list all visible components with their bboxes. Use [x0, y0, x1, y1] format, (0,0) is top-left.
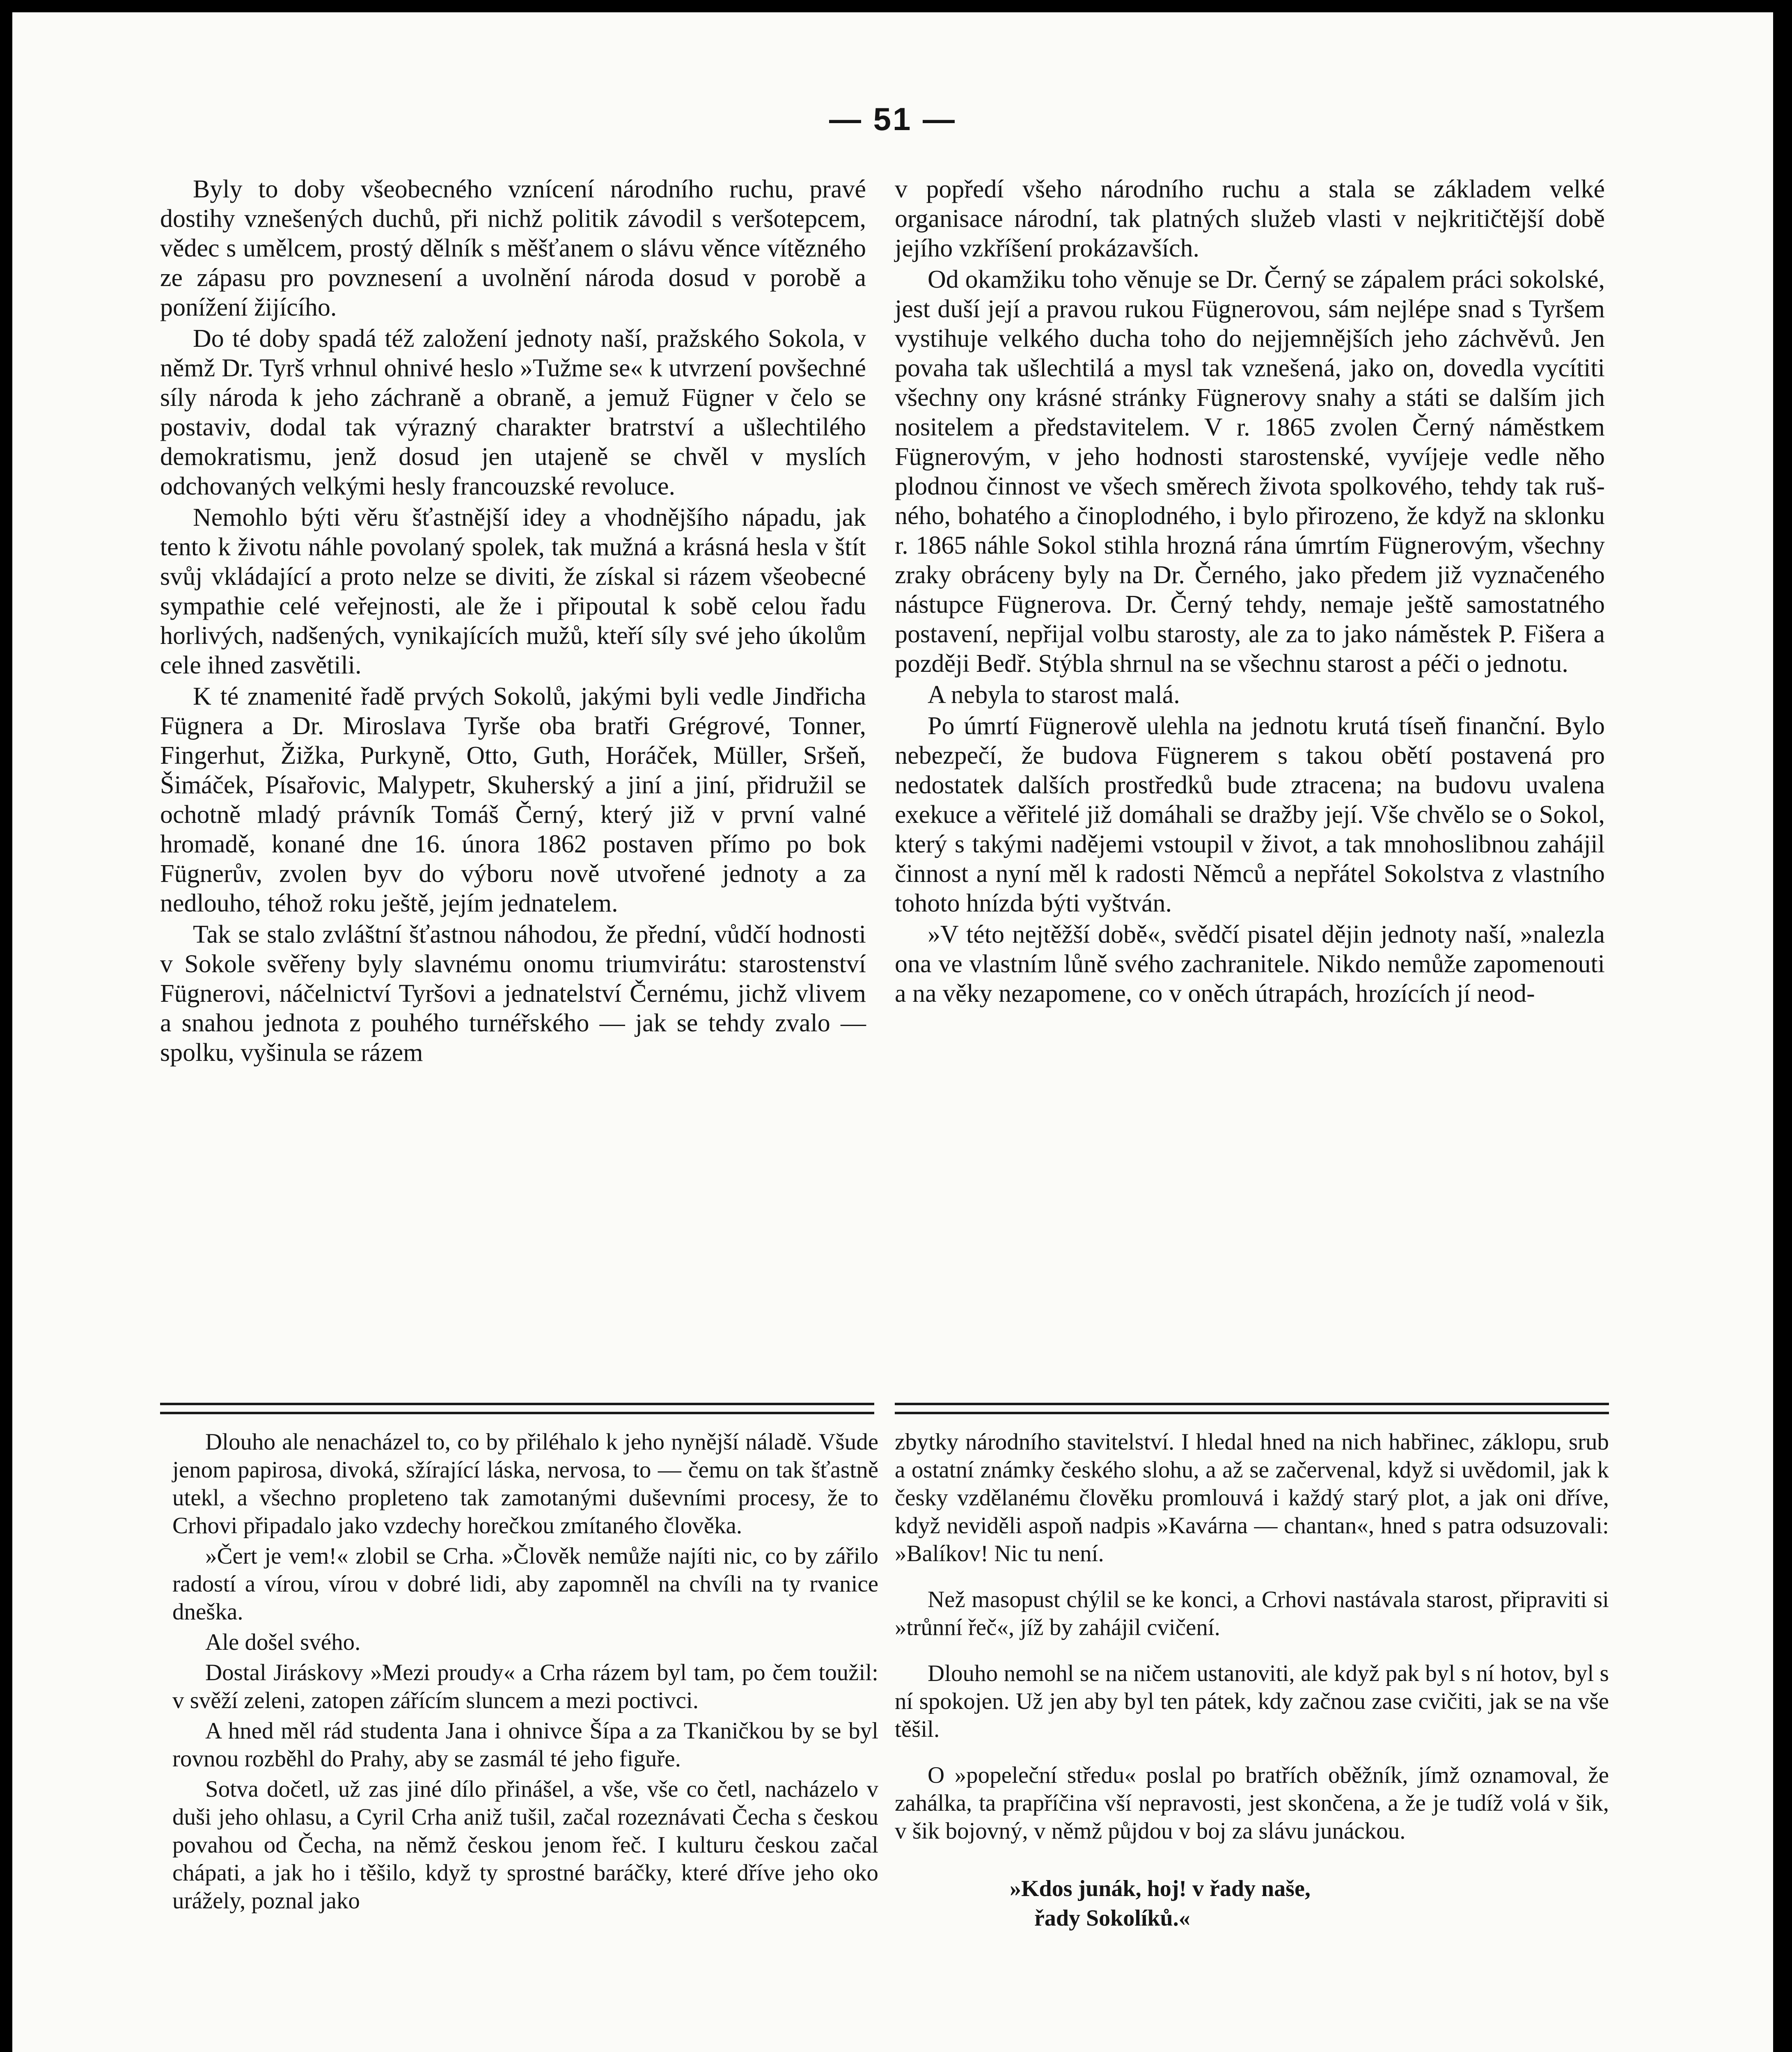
paragraph: v popředí všeho národního ruchu a stala se základem velké organisace národní, tak platných služeb vlasti v nejkritičtější době jejího vzkříšení prokázavších.	[895, 175, 1605, 262]
paragraph: Po úmrtí Fügnerově ulehla na jednotu krutá tíseň finanční. Bylo nebezpečí, že budova Fügnerem s takou obětí postavená pro nedostatek dalších prostředků bude ztracena; na budovu uvalena exekuce a věřitelé již domáhali se dražby její. Vše chvělo se o Sokol, který s takými nadějemi vstoupil v život, a tak mnohoslibnou zahájil činnost a nyní měl k radosti Němců a nepřátel Sokolstva z vlastního tohoto hnízda býti vyštván.	[895, 712, 1605, 917]
page-number: — 51 —	[829, 101, 957, 137]
paragraph: zbytky národního stavitelství. I hledal hned na nich habřinec, záklopu, srub a ostatní známky českého slohu, a až se začervenal, když si uvědomil, jak k česky vzdělanému člověku promlouvá i každý starý plot, a jak oni dříve, když neviděli aspoň nadpis »Kavárna — chantan«, hned s patra odsuzovali: »Balíkov! Nic tu není.	[895, 1429, 1609, 1566]
document-page	[12, 12, 1773, 2052]
lower-left-column	[172, 1428, 878, 1917]
paragraph: Od okamžiku toho věnuje se Dr. Černý se zápalem práci sokolské, jest duší její a pravou rukou Fügnerovou, sám nejlépe snad s Tyršem vystihuje velkého ducha toho do nejjemnějších jeho záchvěvů. Jen povaha tak ušlechtilá a mysl tak vznešená, jako on, dovedla vycítiti všechny ony krásné stránky Fügnerovy snahy a státi se dalším jich nositelem a představitelem. V r. 1865 zvolen Černý náměstkem Fügnerovým, v jeho hodnosti starostenské, vyvíjeje vedle něho plodnou činnost ve všech směrech života spolkového, tehdy tak ruš-ného, bohatého a činoplodného, i bylo přirozeno, že když na sklonku r. 1865 náhle Sokol stihla hrozná rána úmrtím Fügnerovým, všechny zraky obráceny byly na Dr. Černého, jako předem již vyznačeného nástupce Fügnerova. Dr. Černý tehdy, nemaje ještě samostatného postavení, nepřijal volbu starosty, ale za to jako náměstek P. Fišera a později Bedř. Stýbla shrnul na se všechnu starost a péči o jednotu.	[895, 266, 1605, 678]
paragraph: Ale došel svého.	[205, 1629, 361, 1655]
verse-line: »Kdos junák, hoj! v řady naše,	[1010, 1876, 1311, 1901]
paragraph: K té znamenité řadě prvých Sokolů, jakými byli vedle Jindřicha Fügnera a Dr. Miroslava Tyrše oba bratři Grégrové, Tonner, Fingerhut, Žižka, Purkyně, Otto, Guth, Horáček, Müller, Sršeň, Šimáček, Písařovic, Malypetr, Skuherský a jiní a jiní, přidružil se ochotně mladý právník Tomáš Černý, který již v první valné hromadě, konané dne 16. února 1862 postaven přímo po bok Fügnerův, zvolen byv do výboru nově utvořené jednoty a za nedlouho, téhož roku ještě, jejím jednatelem.	[160, 682, 866, 917]
paragraph: A nebyla to starost malá.	[928, 681, 1180, 709]
paragraph: A hned měl rád studenta Jana i ohnivce Šípa a za Tkaničkou by se byl rovnou rozběhl do Prahy, aby se zasmál té jeho figuře.	[172, 1718, 878, 1772]
verse-line: řady Sokolíků.«	[1034, 1905, 1190, 1931]
paragraph: Dlouho ale nenacházel to, co by přiléhalo k jeho nynější náladě. Všude jenom papirosa, divoká, sžírající láska, nervosa, to — čemu on tak šťastně utekl, a všechno propleteno tak zamotanými duševními procesy, že to Crhovi připadalo jako vzdechy horečkou zmítaného člověka.	[172, 1429, 878, 1539]
paragraph: Než masopust chýlil se ke konci, a Crhovi nastávala starost, připraviti si »trůnní řeč«, jíž by zahájil cvičení.	[895, 1587, 1609, 1640]
paragraph: Nemohlo býti věru šťastnější idey a vhodnějšího nápadu, jak tento k životu náhle povolaný spolek, tak mužná a krásná hesla v štít svůj vkládající a proto nelze se diviti, že získal si rázem všeobecné sympathie celé veřejnosti, ale že i připoutal k sobě celou řadu horlivých, nadšených, vynikajících mužů, kteří síly své jeho úkolům cele ihned zasvětili.	[160, 504, 866, 679]
double-rule-left	[160, 1403, 874, 1414]
paragraph: Dostal Jiráskovy »Mezi proudy« a Crha rázem byl tam, po čem toužil: v svěží zeleni, zatopen zářícím sluncem a mezi poctivci.	[172, 1660, 878, 1713]
paragraph: Sotva dočetl, už zas jiné dílo přinášel, a vše, vše co četl, nacházelo v duši jeho ohlasu, a Cyril Crha aniž tušil, začal rozeznávati Čecha s českou povahou od Čecha, na němž českou jenom řeč. I kulturu českou začal chápati, a jak ho i těšilo, když ty sprostné baráčky, které dříve jeho oko urážely, poznal jako	[172, 1776, 878, 1914]
double-rule-right	[895, 1403, 1609, 1414]
upper-left-column	[160, 174, 866, 1069]
upper-right-column	[895, 174, 1605, 1010]
paragraph: O »popeleční středu« poslal po bratřích oběžník, jímž oznamoval, že zahálka, ta prapříčina vší nepravosti, jest skončena, a že je tudíž volá v šik, v šik bojovný, v němž půjdou v boj za slávu junáckou.	[895, 1762, 1609, 1844]
paragraph: Dlouho nemohl se na ničem ustanoviti, ale když pak byl s ní hotov, byl s ní spokojen. Už jen aby byl ten pátek, kdy začnou zase cvičiti, jak se na vše těšil.	[895, 1660, 1609, 1742]
paragraph: Tak se stalo zvláštní šťastnou náhodou, že přední, vůdčí hodnosti v Sokole svěřeny byly slavnému onomu triumvirátu: starostenství Fügnerovi, náčelnictví Tyršovi a jednatelství Černému, jichž vlivem a snahou jednota z pouhého turnéřského — jak se tehdy zvalo — spolku, vyšinula se rázem	[160, 921, 866, 1067]
paragraph: »V této nejtěžší době«, svědčí pisatel dějin jednoty naší, »nalezla ona ve vlastním lůně svého zachranitele. Nikdo nemůže zapomenouti a na věky nezapomene, co v oněch útrapách, hrozících jí neod-	[895, 921, 1605, 1008]
paragraph: »Čert je vem!« zlobil se Crha. »Člověk nemůže najíti nic, co by zářilo radostí a vírou, vírou v dobré lidi, aby zapomněl na chvíli na ty rvanice dneška.	[172, 1543, 878, 1625]
paragraph: Do té doby spadá též založení jednoty naší, pražského Sokola, v němž Dr. Tyrš vrhnul ohnivé heslo »Tužme se« k utvrzení povšechné síly národa k jeho záchraně a obraně, a jemuž Fügner v čelo se postaviv, dodal tak výrazný charakter bratrství a ušlechtilého demokratismu, jenž dosud jen utajeně se chvěl v myslích odchovaných velkými hesly francouzské revoluce.	[160, 325, 866, 500]
closing-verse	[1010, 1874, 1609, 1933]
lower-right-column	[895, 1428, 1609, 1933]
paragraph: Byly to doby všeobecného vznícení národního ruchu, pravé dostihy vznešených duchů, při nichž politik závodil s veršotepcem, vědec s umělcem, prostý dělník s měšťanem o slávu věnce vítězného ze zápasu pro povznesení a uvolnění národa dosud v porobě a ponížení žijícího.	[160, 175, 866, 321]
